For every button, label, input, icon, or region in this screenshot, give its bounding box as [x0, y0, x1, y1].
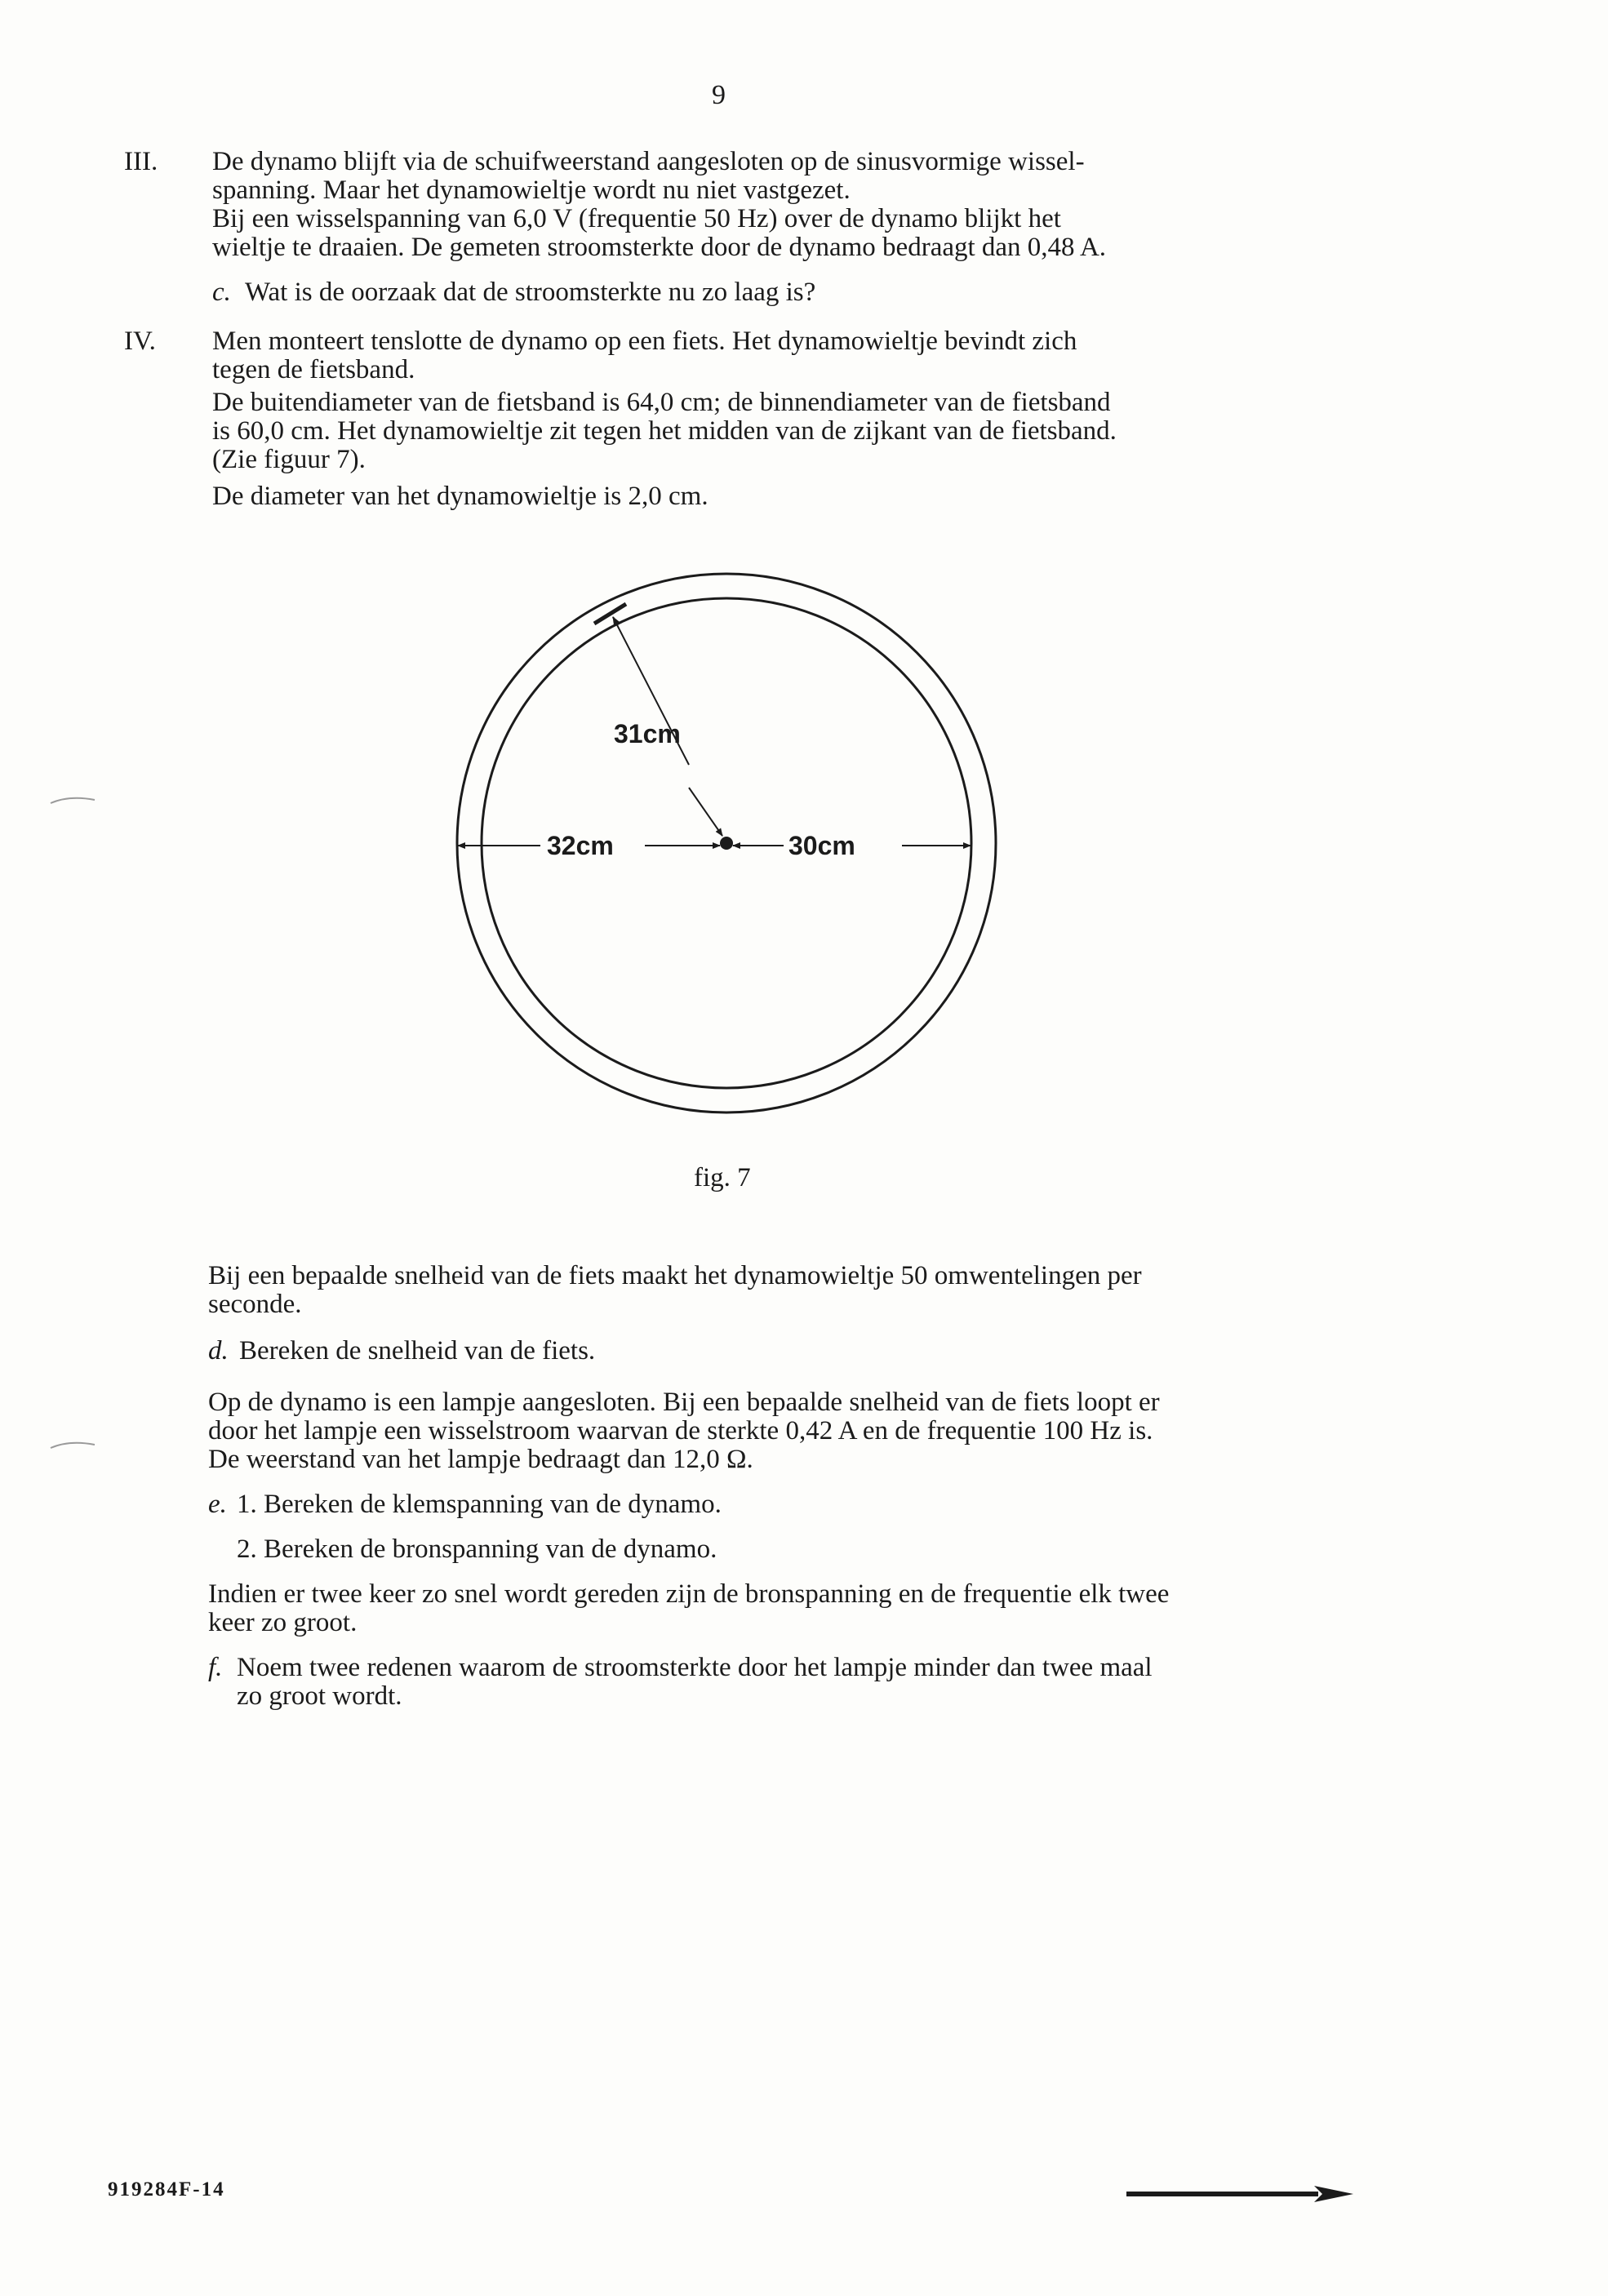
question-e-item-2: 2. Bereken de bronspanning van de dynamo.	[237, 1534, 717, 1564]
text-line: Bij een wisselspanning van 6,0 V (frequentie 50 Hz) over de dynamo blijkt het	[212, 204, 1061, 233]
section-numeral-iv: IV.	[124, 326, 156, 356]
question-e-letter: e.	[208, 1490, 227, 1519]
text-line: De buitendiameter van de fietsband is 64,0 cm; de binnendiameter van de fietsband	[212, 388, 1111, 417]
text-line: De weerstand van het lampje bedraagt dan 12,0 Ω.	[208, 1445, 753, 1474]
question-c-text: Wat is de oorzaak dat de stroomsterkte nu zo laag is?	[245, 278, 816, 307]
label-32cm: 32cm	[547, 831, 614, 860]
text-line: Indien er twee keer zo snel wordt gereden zijn de bronspanning en de frequentie elk twee	[208, 1579, 1170, 1609]
text-line: keer zo groot.	[208, 1608, 358, 1637]
text-line: De dynamo blijft via de schuifweerstand aangesloten op de sinusvormige wissel-	[212, 147, 1085, 176]
label-31cm: 31cm	[614, 719, 681, 748]
label-30cm: 30cm	[788, 831, 855, 860]
next-page-arrow-icon	[1126, 2184, 1355, 2204]
radius-31-line-lower	[689, 788, 722, 836]
text-line: De diameter van het dynamowieltje is 2,0 cm.	[212, 482, 708, 511]
question-f-line-2: zo groot wordt.	[237, 1681, 402, 1711]
text-line: Bij een bepaalde snelheid van de fiets maakt het dynamowieltje 50 omwentelingen per	[208, 1261, 1142, 1290]
text-line: seconde.	[208, 1290, 302, 1319]
text-line: tegen de fietsband.	[212, 355, 415, 384]
section-numeral-iii: III.	[124, 147, 158, 176]
wheel-center-dot	[720, 837, 733, 850]
question-d-letter: d.	[208, 1336, 229, 1366]
question-c-letter: c.	[212, 278, 231, 307]
text-line: wieltje te draaien. De gemeten stroomsterkte door de dynamo bedraagt dan 0,48 A.	[212, 233, 1107, 262]
text-line: Men monteert tenslotte de dynamo op een fiets. Het dynamowieltje bevindt zich	[212, 326, 1077, 356]
text-line: spanning. Maar het dynamowieltje wordt nu niet vastgezet.	[212, 175, 851, 205]
text-line: (Zie figuur 7).	[212, 445, 366, 474]
question-d-text: Bereken de snelheid van de fiets.	[239, 1336, 596, 1366]
question-f-letter: f.	[208, 1653, 223, 1682]
footer-code: 919284F-14	[108, 2178, 225, 2201]
margin-mark	[49, 792, 98, 808]
question-e-item-1: 1. Bereken de klemspanning van de dynamo.	[237, 1490, 722, 1519]
question-f-line-1: Noem twee redenen waarom de stroomsterkte door het lampje minder dan twee maal	[237, 1653, 1153, 1682]
figure-caption: fig. 7	[694, 1163, 751, 1192]
text-line: is 60,0 cm. Het dynamowieltje zit tegen het midden van de zijkant van de fietsband.	[212, 416, 1117, 446]
text-line: Op de dynamo is een lampje aangesloten. Bij een bepaalde snelheid van de fiets loopt er	[208, 1388, 1160, 1417]
margin-mark	[49, 1437, 98, 1453]
page-number: 9	[712, 80, 726, 110]
text-line: door het lampje een wisselstroom waarvan de sterkte 0,42 A en de frequentie 100 Hz is.	[208, 1416, 1153, 1446]
